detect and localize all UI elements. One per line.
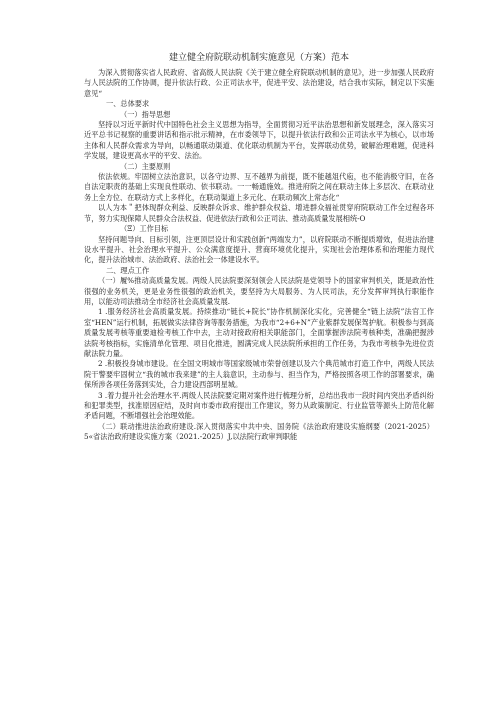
paragraph: （一）履%推动高质量发展。两级人民法院要深刻领会人民法院是党领导卜的国家审判机关，既是政治性很强的业务机关，更是业务性很强的政治机关，要坚持为大局服务、为人民司法，充分发挥审判执行职能作用，以能动司法推动全市经济社会高质量发展.: [84, 276, 434, 306]
paragraph: 坚持以习近平新时代中国特色社会主义思想为指导，全面贯彻习近平法治思想和新发展理念，深入落实习近平总书记视察的重要讲话和指示批示精神，在市委领导下，以提升依法行政和公正司法水平为核心，以市场主体和人民群众需求为导向，以畅通联动渠道、优化联动机制为平台，发挥联动优势，破解治理难题，促进科学发展，建设更高水平的平安、法治。: [84, 120, 434, 161]
document-title: 建立健全府院联动机制实施意见（方案）范本: [168, 53, 349, 63]
paragraph: （二）联动推进法治政府建设.深入贯彻落实中共中央、国务院《法治政府建设实施纲要（2021-2025）5«省法治政府建设实施方案（2021.-2025）J,以法院行政审判职能: [84, 421, 434, 442]
document-body: [84, 68, 434, 443]
paragraph: 2 .积极投身城市建设。在全国文明城市等国家级城市荣誉创建以及六个典范城市打造工作中，两级人民法院干警要牢固树立“我的城市我来建”的主人翁意识，主动参与、担当作为，严格按照各项工作的部署要求，确保所涉各项任务落到实处，合力建设西部明星城。: [84, 359, 434, 390]
section-heading: （二）主要原则: [120, 161, 171, 171]
paragraph: 依法依规。牢固树立法治意识，以各守边界、互不越界为前提，既不能越俎代庖，也不能消极守旧，在各自法定职责的基础上实现良性联动、依书联动。一一畅通施效。推进府院之间在联动主体上多层次、在联动业务上全方位、在联动方式上多样化，在联动渠道上多元化、在联动频次上常态化“: [84, 172, 434, 202]
paragraph: 坚持问题导向、目标引领，注更顶层设计和实践创新“两端发力”，以府院联动不断提质增效，促进法治建设水平提升、社会治理水平提升、公众满意度提升、营商环境优化提升，实现社会治理体系和治理能力现代化，提升法治城市、法治政府、法治社会一体建设水平。: [84, 234, 434, 265]
section-heading: 一、总体要求: [106, 99, 150, 109]
paragraph: 为深入贯彻落实省人民政府、省高级人民法院《关于建立健全府院联动机制的意见》，进一步加强人民政府与人民法院的工作协调，提升依法行政、公正司法水平，促进平安、法治建设，结合我市实际，制定以下实施意见“: [84, 68, 434, 98]
section-heading: （Ξ）工作目标: [120, 224, 169, 234]
paragraph: 以人为本＂把体现群众利益、反映群众诉求、维护群众权益、增进群众福祉贯穿府院联动工作全过程各环节，努力实现保障人民群众合法权益、促进依法行政和公正司法、推动高质量发展相统-O: [84, 203, 434, 223]
paragraph: 1 .服务经济社会高质量发展。持续推动“链长+院长”协作机制深化实化，完善健全“链上法院”法官工作室“HEN”运行机制，拓展做实法律咨询等服务措施，为我市“2+6+N”产业紫群发展保驾护航。积极参与到高质量发展考核等重要迪检考核工作中去，主动对接政府相关职能部门，全面掌握涉法院考核种类，准确把握涉法院考核指标，实施清单化管理、项目化推进，圆满完成人民法院所承担的工作任务，为我市考核争先进位贡献法院力量。: [84, 307, 434, 358]
section-heading: 二、理点工作: [106, 265, 150, 275]
section-heading: （一）指导思想: [120, 109, 171, 119]
paragraph: 3 .着力提升社会治理水平.两级人民法院要定期对案件进行梳理分析，总结出我市一段时间内突出矛盾纠纷和犯罪类型，找准原因症结，及时向市委市政府提出工作建议，努力从政策制定、行业监管等源头上防范化解矛盾问题，不断增强社会治理效能。: [84, 390, 434, 421]
